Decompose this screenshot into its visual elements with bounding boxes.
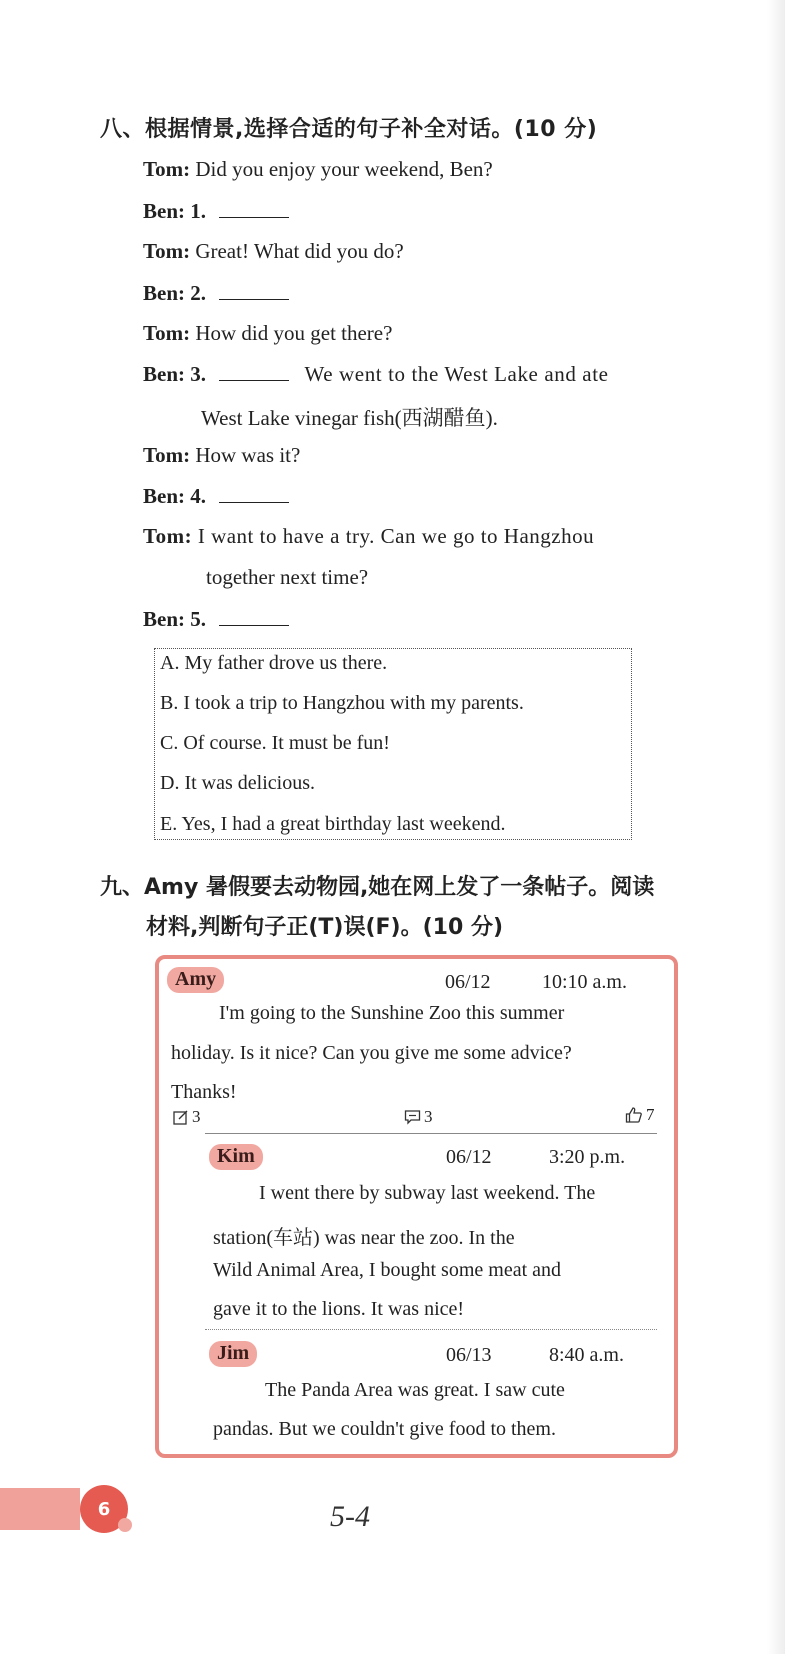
page-number: 6 xyxy=(80,1485,128,1533)
answer-blank-3[interactable] xyxy=(219,363,289,381)
speaker: Tom: xyxy=(143,524,193,548)
speaker: Ben: xyxy=(143,281,185,305)
reply-author-tag-kim: Kim xyxy=(209,1144,263,1170)
comment-icon xyxy=(404,1109,421,1125)
post-date: 06/12 xyxy=(445,971,491,993)
dialog-text: We went to the West Lake and ate xyxy=(304,362,609,386)
reply-kim-line-4: gave it to the lions. It was nice! xyxy=(213,1298,465,1320)
dialog-line-7 xyxy=(143,443,300,468)
dialog-line-6 xyxy=(143,362,609,387)
reply-date-jim: 06/13 xyxy=(446,1344,492,1366)
dialog-text: How was it? xyxy=(195,443,301,467)
dialog-line-9 xyxy=(143,524,594,549)
option-a: A. My father drove us there. xyxy=(160,652,388,674)
answer-blank-5[interactable] xyxy=(219,608,289,626)
thumbs-up-icon xyxy=(625,1106,643,1124)
post-line-3: Thanks! xyxy=(171,1081,237,1103)
blank-number: 3. xyxy=(190,362,206,386)
post-divider xyxy=(205,1133,657,1134)
dialog-text: Did you enjoy your weekend, Ben? xyxy=(195,157,493,181)
dialog-line-10 xyxy=(143,607,289,632)
dialog-text: I want to have a try. Can we go to Hangzhou xyxy=(197,524,595,548)
share-action[interactable] xyxy=(173,1107,201,1127)
reply-divider xyxy=(205,1329,657,1330)
option-d: D. It was delicious. xyxy=(160,772,315,794)
blank-number: 5. xyxy=(190,607,206,631)
answer-blank-1[interactable] xyxy=(219,200,289,218)
dialog-line-9-cont: together next time? xyxy=(206,565,369,589)
dialog-line-2 xyxy=(143,199,289,224)
like-action[interactable] xyxy=(625,1105,655,1125)
post-time: 10:10 a.m. xyxy=(542,971,627,993)
dialog-line-1 xyxy=(143,157,493,182)
dialog-line-5 xyxy=(143,321,392,346)
page-number-dot xyxy=(118,1518,132,1532)
blank-number: 4. xyxy=(190,484,206,508)
dialog-line-6-cont: West Lake vinegar fish(西湖醋鱼). xyxy=(201,406,498,430)
reply-date-kim: 06/12 xyxy=(446,1146,492,1168)
reply-time-jim: 8:40 a.m. xyxy=(549,1344,624,1366)
option-c: C. Of course. It must be fun! xyxy=(160,732,390,754)
forum-post-card xyxy=(155,955,678,1458)
dialog-line-4 xyxy=(143,281,289,306)
page-edge-shadow xyxy=(767,0,785,1654)
reply-kim-line-1: I went there by subway last weekend. The xyxy=(259,1182,596,1204)
dialog-text: How did you get there? xyxy=(195,321,393,345)
comment-action[interactable] xyxy=(404,1107,433,1127)
reply-jim-line-1: The Panda Area was great. I saw cute xyxy=(265,1379,565,1401)
option-b: B. I took a trip to Hangzhou with my parents. xyxy=(160,692,524,714)
speaker: Ben: xyxy=(143,607,185,631)
speaker: Ben: xyxy=(143,484,185,508)
footer-bar xyxy=(0,1488,80,1530)
speaker: Ben: xyxy=(143,199,185,223)
answer-blank-4[interactable] xyxy=(219,485,289,503)
share-count: 3 xyxy=(192,1107,201,1126)
dialog-line-8 xyxy=(143,484,289,509)
blank-number: 2. xyxy=(190,281,206,305)
reply-author-tag-jim: Jim xyxy=(209,1341,257,1367)
section-9-heading-line-1: 九、Amy 暑假要去动物园,她在网上发了一条帖子。阅读 xyxy=(100,875,655,900)
like-count: 7 xyxy=(646,1105,655,1124)
post-line-1: I'm going to the Sunshine Zoo this summer xyxy=(219,1002,565,1024)
edit-share-icon xyxy=(173,1109,189,1125)
option-e: E. Yes, I had a great birthday last weekend. xyxy=(160,813,506,835)
post-line-2: holiday. Is it nice? Can you give me some advice? xyxy=(171,1042,572,1064)
speaker: Ben: xyxy=(143,362,185,386)
blank-number: 1. xyxy=(190,199,206,223)
speaker: Tom: xyxy=(143,443,191,467)
section-9-heading-line-2: 材料,判断句子正(T)误(F)。(10 分) xyxy=(146,915,503,940)
comment-count: 3 xyxy=(424,1107,433,1126)
reply-kim-line-2: station(车站) was near the zoo. In the xyxy=(213,1227,515,1249)
section-8-heading: 八、根据情景,选择合适的句子补全对话。(10 分) xyxy=(100,117,598,142)
dialog-line-3 xyxy=(143,239,404,264)
reply-time-kim: 3:20 p.m. xyxy=(549,1146,626,1168)
post-author-tag: Amy xyxy=(167,967,224,993)
speaker: Tom: xyxy=(143,321,191,345)
reply-jim-line-2: pandas. But we couldn't give food to them. xyxy=(213,1418,556,1440)
handwritten-note: 5-4 xyxy=(330,1500,370,1533)
answer-blank-2[interactable] xyxy=(219,282,289,300)
speaker: Tom: xyxy=(143,239,191,263)
dialog-text: Great! What did you do? xyxy=(195,239,404,263)
reply-kim-line-3: Wild Animal Area, I bought some meat and xyxy=(213,1259,562,1281)
speaker: Tom: xyxy=(143,157,191,181)
